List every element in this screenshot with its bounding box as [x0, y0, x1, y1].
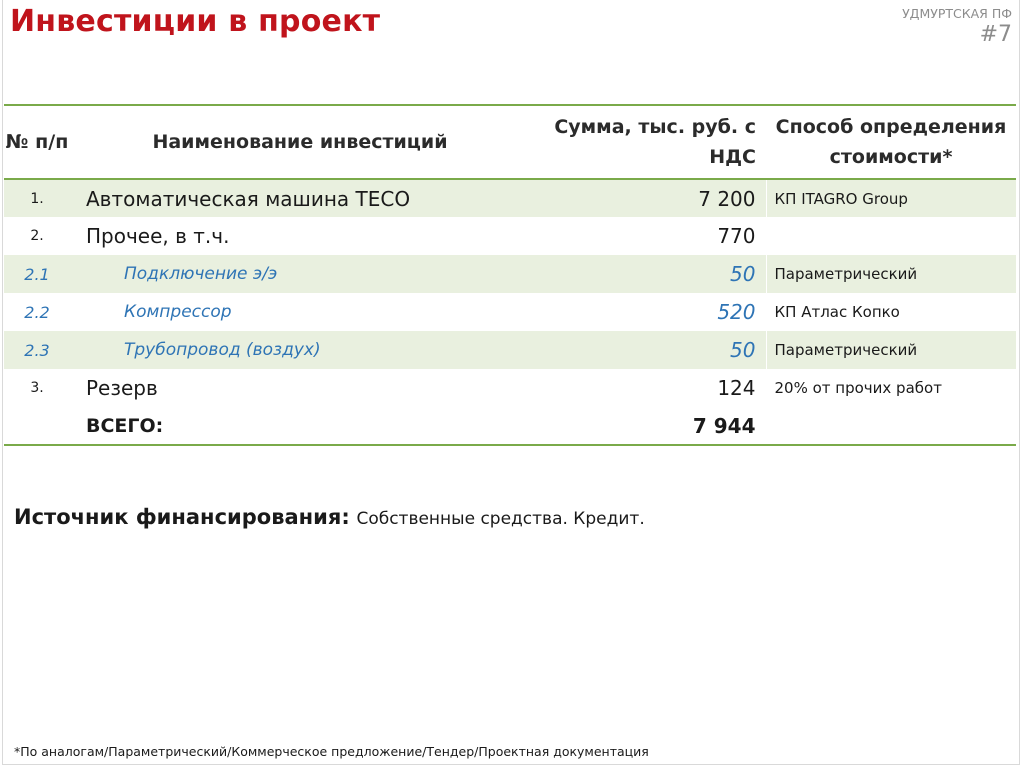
row-method: КП ITAGRO Group: [774, 189, 908, 208]
header-num: № п/п: [4, 105, 70, 179]
header-sum: Сумма, тыс. руб. с НДС: [530, 105, 766, 179]
row-name: Резерв: [86, 376, 158, 400]
table-row: [4, 369, 1016, 407]
table-row: [4, 255, 1016, 293]
total-sum: 7 944: [530, 407, 766, 445]
row-method: КП Атлас Копко: [774, 303, 900, 321]
row-num: 2.3: [24, 340, 50, 360]
row-method: 20% от прочих работ: [774, 379, 942, 397]
row-method: [766, 217, 1016, 255]
total-num: [4, 407, 70, 445]
row-sum: 50: [530, 331, 766, 369]
row-name: Компрессор: [124, 302, 232, 322]
row-num: 2.: [30, 228, 44, 244]
header-method: Способ определения стоимости*: [766, 105, 1016, 179]
row-sum: 50: [530, 255, 766, 293]
row-num: 2.1: [24, 264, 50, 284]
row-num: 1.: [30, 190, 44, 207]
total-method: [766, 407, 1016, 445]
row-sum: 124: [530, 369, 766, 407]
row-name: Трубопровод (воздух): [124, 340, 321, 360]
investments-table: [4, 104, 1016, 446]
table-row: [4, 179, 1016, 217]
slide-number: #7: [979, 22, 1012, 47]
funding-source: [14, 505, 645, 529]
row-name: Подключение э/э: [124, 264, 278, 284]
footnote: *По аналогам/Параметрический/Коммерческое предложение/Тендер/Проектная документация: [14, 744, 649, 759]
row-num: 2.2: [24, 302, 50, 322]
total-row: [4, 407, 1016, 445]
table-row: [4, 293, 1016, 331]
page-title: Инвестиции в проект: [10, 4, 381, 39]
row-method: Параметрический: [774, 265, 918, 283]
funding-value: Собственные средства. Кредит.: [356, 509, 645, 529]
row-num: 3.: [30, 380, 44, 396]
table-header-row: [4, 105, 1016, 179]
organization-label: УДМУРТСКАЯ ПФ: [902, 6, 1012, 21]
row-name: Прочее, в т.ч.: [86, 224, 230, 248]
row-sum: 7 200: [530, 179, 766, 217]
row-method: Параметрический: [774, 341, 918, 359]
header-name: Наименование инвестиций: [70, 105, 530, 179]
row-name: Автоматическая машина TECO: [86, 186, 411, 211]
funding-label: Источник финансирования:: [14, 505, 350, 529]
table-row: [4, 331, 1016, 369]
total-label: ВСЕГО:: [70, 407, 530, 445]
table-row: [4, 217, 1016, 255]
row-sum: 770: [530, 217, 766, 255]
row-sum: 520: [530, 293, 766, 331]
